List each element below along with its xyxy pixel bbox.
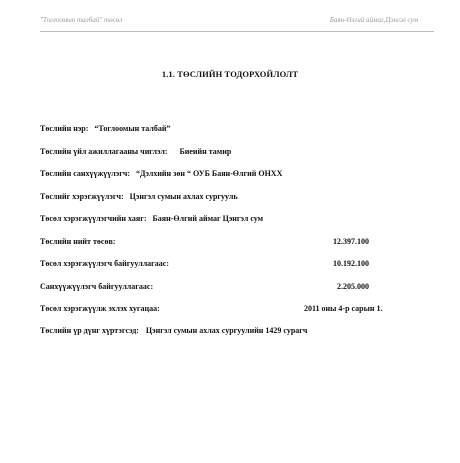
start-date-value: 2011 оны 4-р сарын 1. [304, 304, 383, 313]
row-value: Биеийн тамир [179, 147, 232, 156]
row-label: Төслийн нийт төсөв: [40, 237, 116, 246]
row-value: “Дэлхийн зөн “ ОУБ Баян-Өлгий ОНХХ [136, 169, 283, 178]
header-location: Баян-Өлгий аймаг,Цэнгэл сум [329, 16, 418, 24]
project-implementer-row [40, 192, 238, 201]
header-project-name: "Тоглоомын талбай" төсөл [40, 16, 123, 24]
row-label: Төсөл хэрэгжүүлэгчийн хаяг: [40, 214, 147, 223]
funder-contribution-row [40, 282, 153, 291]
beneficiaries-row [40, 326, 307, 335]
row-label: Төсөл хэрэгжүүлж эхлэх хугацаа: [40, 304, 160, 313]
row-label: Төслийн үр дүнг хүртэгсэд: [40, 326, 139, 335]
row-label: Төслийн нэр: [40, 124, 89, 133]
implementer-address-row [40, 214, 263, 223]
project-funder-row [40, 169, 282, 178]
header-divider [40, 31, 434, 32]
row-label: Санхүүжүүлэгч байгууллагаас: [40, 282, 154, 291]
total-budget-row [40, 237, 115, 246]
row-value: “Тоглоомын талбай” [94, 124, 171, 133]
implementer-contribution-row [40, 259, 169, 268]
row-value: Цэнгэл сумын ахлах сургууль [129, 192, 238, 201]
implementer-contribution-amount: 10.192.100 [333, 259, 369, 268]
total-budget-amount: 12.397.100 [333, 237, 369, 246]
project-direction-row [40, 147, 231, 156]
row-value: Баян-Өлгий аймаг Цэнгэл сум [152, 214, 264, 223]
row-label: Төсөл хэрэгжүүлэгч байгууллагаас: [40, 259, 170, 268]
row-value: Цэнгэл сумын ахлах сургуулийн 1429 сурагч [145, 326, 308, 335]
page-header [40, 14, 432, 28]
project-name-row [40, 124, 170, 133]
row-label: Төслийн үйл ажиллагааны чиглэл: [40, 147, 168, 156]
section-title: 1.1. ТӨСЛИЙН ТОДОРХОЙЛОЛТ [161, 69, 299, 79]
row-label: Төслийн санхүүжүүлэгч: [40, 169, 131, 178]
funder-contribution-amount: 2.205.000 [337, 282, 369, 291]
start-date-row [40, 304, 160, 313]
row-label: Төслийг хэрэгжүүлэгч: [40, 192, 124, 201]
